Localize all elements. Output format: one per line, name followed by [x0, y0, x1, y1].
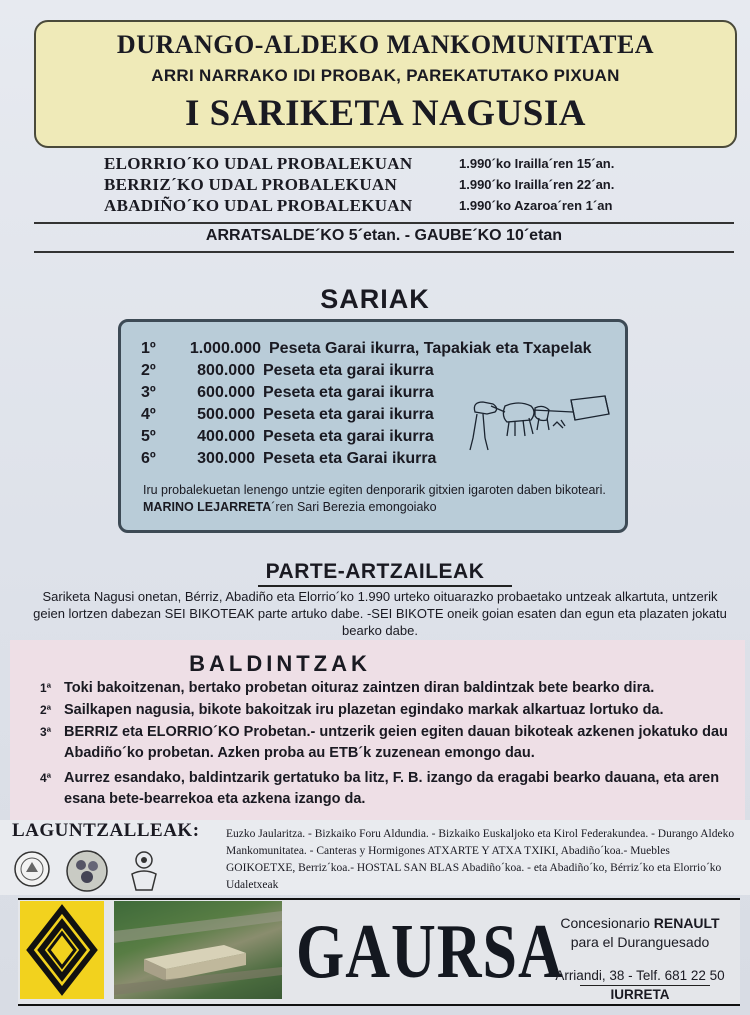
venue-name: ELORRIO´KO UDAL PROBALEKUAN [104, 153, 413, 173]
prize-row [141, 340, 592, 358]
condition-item [40, 768, 744, 810]
venue-date: 1.990´ko Irailla´ren 15´an. [459, 156, 615, 171]
condition-number: 4ª [40, 771, 52, 785]
participants-title: PARTE-ARTZAILEAK [265, 560, 485, 583]
prize-rank: 6º [141, 450, 156, 467]
condition-number: 1ª [40, 681, 52, 695]
gaursa-brand: GAURSA [296, 909, 564, 995]
prize-amount: 500.000 [197, 406, 255, 423]
bizkaia-coat-of-arms-icon [64, 848, 110, 894]
address-line: Arriandi, 38 - Telf. 681 22 50 [555, 968, 725, 983]
factory-aerial-photo [114, 901, 282, 999]
condition-item [40, 700, 744, 721]
prize-description: Peseta eta Garai ikurra [263, 450, 437, 467]
organization-title: DURANGO-ALDEKO MANKOMUNITATEA [116, 30, 655, 59]
prize-rank: 1º [141, 340, 156, 357]
government-seal-icon [12, 848, 52, 890]
prize-row [141, 450, 436, 468]
prize-amount: 600.000 [197, 384, 255, 401]
prize-amount: 1.000.000 [189, 340, 261, 357]
venue-row [104, 195, 704, 216]
renault-logo [20, 901, 104, 999]
header-box [34, 20, 737, 148]
condition-item [40, 722, 744, 764]
venue-name: ABADIÑO´KO UDAL PROBALEKUAN [104, 195, 413, 215]
factory-building-image [114, 901, 282, 999]
conditions-title: BALDINTZAK [189, 651, 371, 676]
participants-underline [258, 585, 512, 587]
venue-row [104, 174, 704, 195]
prize-amount: 300.000 [197, 450, 255, 467]
prize-description: Peseta Garai ikurra, Tapakiak eta Txapelak [269, 340, 592, 357]
condition-text: Sailkapen nagusia, bikote bakoitzak iru plazetan egindako markak alkartuaz lortuko da. [64, 702, 664, 718]
condition-text: BERRIZ eta ELORRIO´KO Probetan.- untzerik geien egiten dauan bikoteak azkenen jokatuko dau Abadiño´ko probetan. Azken proba au ETB´k zuzenean emongo dau. [64, 724, 728, 761]
prize-row [141, 384, 434, 402]
condition-item [40, 678, 744, 699]
prize-box [118, 319, 628, 533]
condition-text: Aurrez esandako, baldintzarik gertatuko ba litz, F. B. izango da eragabi bearko dauana, eta aren esana bete-bearrekoa eta azkena izango da. [64, 770, 720, 807]
dealer-prefix: Concesionario [560, 915, 650, 931]
special-prize-sponsor: MARINO LEJARRETA [143, 500, 272, 514]
town-name: IURRETA [610, 987, 670, 1002]
prize-rank: 3º [141, 384, 156, 401]
special-prize-note [143, 482, 613, 516]
prize-rank: 2º [141, 362, 156, 379]
prize-description: Peseta eta garai ikurra [263, 406, 434, 423]
sponsors-title: LAGUNTZALLEAK: [12, 820, 200, 841]
ox-drag-drawing [463, 392, 613, 458]
prizes-title: SARIAK [320, 284, 430, 314]
dealer-region: para el Duranguesado [570, 934, 710, 950]
prize-row [141, 362, 434, 380]
venue-list [104, 153, 704, 216]
divider [34, 222, 734, 224]
venue-date: 1.990´ko Azaroa´ren 1´an [459, 198, 613, 213]
condition-number: 2ª [40, 703, 52, 717]
prize-description: Peseta eta garai ikurra [263, 362, 434, 379]
schedule-line: ARRATSALDE´KO 5´etan. - GAUBE´KO 10´etan [205, 227, 563, 244]
main-title: I SARIKETA NAGUSIA [184, 93, 587, 134]
venue-date: 1.990´ko Irailla´ren 22´an. [459, 177, 615, 192]
dealer-info [540, 914, 740, 952]
venue-row [104, 153, 704, 174]
divider [34, 251, 734, 253]
condition-text: Toki bakoitzenan, bertako probetan oituraz zaintzen diran baldintzak bete bearko dira. [64, 680, 655, 696]
event-subtitle: ARRI NARRAKO IDI PROBAK, PAREKATUTAKO PIXUAN [151, 66, 620, 85]
renault-diamond-icon [20, 901, 104, 999]
special-prize-text: Iru probalekuetan lenengo untzie egiten denporarik gitxien igaroten daben bikoteari. [143, 483, 606, 497]
participants-text: Sariketa Nagusi onetan, Bérriz, Abadiño eta Elorrio´ko 1.990 urteko oituarazko probaetako untzeak alkartuta, untzerik geien lortzen dabezan SEI BIKOTEAK parte artuko dabe. -SEI BIKOTE oneik goian esaten dan egun eta plazaten jokatu bearko dabe. [33, 589, 727, 638]
prize-row [141, 406, 434, 424]
prize-rank: 5º [141, 428, 156, 445]
prize-description: Peseta eta garai ikurra [263, 428, 434, 445]
venue-name: BERRIZ´KO UDAL PROBALEKUAN [104, 174, 398, 194]
prize-amount: 800.000 [197, 362, 255, 379]
prize-row [141, 428, 434, 446]
federation-emblem-icon [124, 848, 164, 894]
prize-amount: 400.000 [197, 428, 255, 445]
address-divider [580, 985, 710, 986]
dealer-brand: RENAULT [653, 915, 720, 931]
special-prize-suffix: ´ren Sari Berezia emongoiako [271, 500, 437, 514]
sponsors-text: Euzko Jaularitza. - Bizkaiko Foru Aldundia. - Bizkaiko Euskaljoko eta Kirol Federakundea. - Durango Aldeko Mankomunitatea. - Canteras y Hormigones ATXARTE Y ATXA TXIKI, Abadiño´koa.- Muebles GOIKOETXE, Berriz´koa.- HOSTAL SAN BLAS Abadiño´koa. - eta Abadiño´ko, Bérriz´ko eta Elorrio´ko Udaletxeak [226, 828, 735, 891]
prize-description: Peseta eta garai ikurra [263, 384, 434, 401]
condition-number: 3ª [40, 725, 52, 739]
prize-rank: 4º [141, 406, 156, 423]
